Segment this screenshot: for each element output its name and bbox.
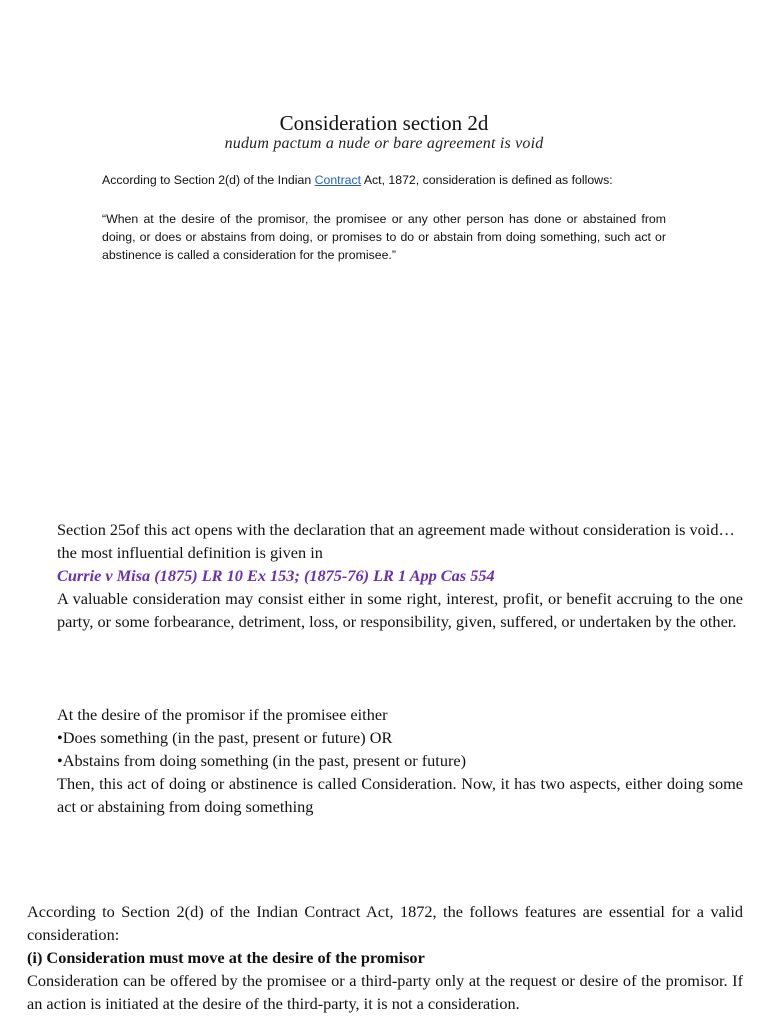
- definition-intro-text-after: Act, 1872, consideration is defined as follows:: [361, 173, 613, 187]
- section25-para: Section 25of this act opens with the declaration that an agreement made without consideration is void…: [57, 520, 735, 539]
- feature-heading: (i) Consideration must move at the desire of the promisor: [27, 948, 425, 967]
- features-block: [27, 900, 743, 1015]
- section25-block: [57, 518, 743, 633]
- case-citation: Currie v Misa (1875) LR 10 Ex 153; (1875-76) LR 1 App Cas 554: [57, 566, 495, 585]
- definition-intro-text-before: According to Section 2(d) of the Indian: [102, 173, 315, 187]
- bullet-item: •Abstains from doing something (in the past, present or future): [57, 751, 467, 770]
- page-subtitle: nudum pactum a nude or bare agreement is void: [224, 135, 544, 152]
- definition-quote: “When at the desire of the promisor, the promisee or any other person has done or abstained from doing, or does or abstains from doing, or promises to do or abstain from doing something, such act or abstinence is called a consideration for the promisee.”: [102, 212, 666, 262]
- bullet-item: •Does something (in the past, present or future) OR: [57, 728, 393, 747]
- valuable-consideration-para: A valuable consideration may consist either in some right, interest, profit, or benefit accruing to the one party, or some forbearance, detriment, loss, or responsibility, given, suffered, or undertaken by the other.: [57, 589, 743, 631]
- contract-link[interactable]: Contract: [314, 173, 362, 187]
- definition-intro: [102, 171, 666, 189]
- desire-block: [57, 703, 743, 818]
- desire-lead: At the desire of the promisor if the promisee either: [57, 705, 388, 724]
- feature-body: Consideration can be offered by the promisee or a third-party only at the request or desire of the promisor. If an action is initiated at the desire of the third-party, it is not a consideration.: [27, 971, 743, 1013]
- desire-conclusion: Then, this act of doing or abstinence is called Consideration. Now, it has two aspects, either doing some act or abstaining from doing something: [57, 774, 743, 816]
- definition-lead-para: the most influential definition is given in: [57, 543, 323, 562]
- page-title: Consideration section 2d: [279, 111, 489, 135]
- features-intro: According to Section 2(d) of the Indian Contract Act, 1872, the follows features are essential for a valid consideration:: [27, 902, 743, 944]
